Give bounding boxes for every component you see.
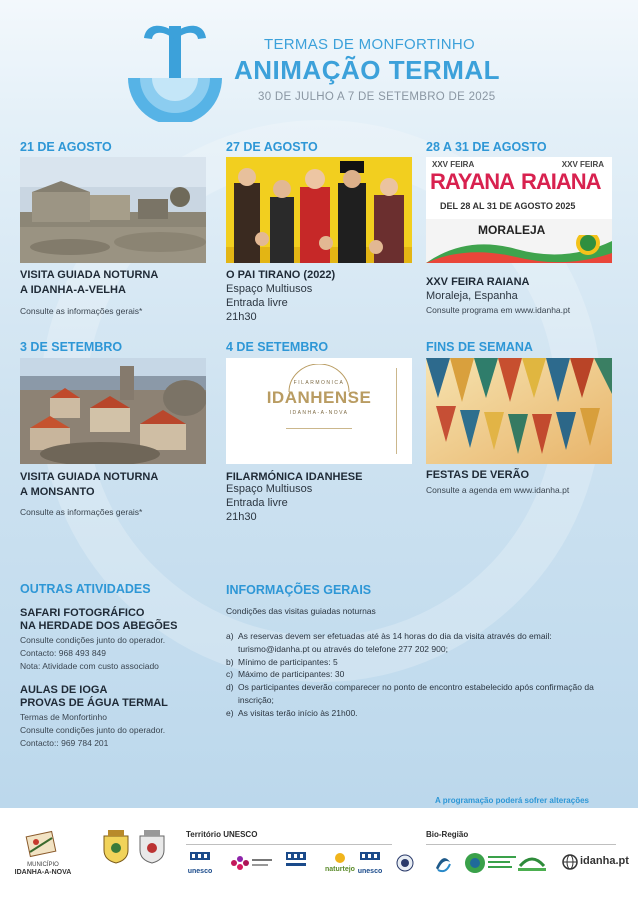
eco-regions-logo-icon — [464, 852, 486, 874]
feira-label-left: XXV FEIRA — [432, 160, 475, 169]
header-location: TERMAS DE MONFORTINHO — [264, 36, 476, 53]
thermal-fountain-logo — [120, 12, 230, 122]
header-dates: 30 DE JULHO A 7 DE SETEMBRO DE 2025 — [258, 91, 496, 103]
event-title-line-1: XXV FEIRA RAIANA — [426, 276, 530, 288]
feira-place: MORALEJA — [478, 223, 546, 237]
filarmonica-name: IDANHENSE — [266, 388, 372, 407]
photo-monsanto — [20, 358, 206, 464]
feira-title-raiana: RAIANA — [521, 169, 601, 194]
page-title: ANIMAÇÃO TERMAL — [234, 55, 501, 85]
territorio-unesco-label: Território UNESCO — [186, 830, 258, 839]
event-admission: Entrada livre — [226, 297, 288, 309]
ioga-location: Termas de Monfortinho — [20, 712, 107, 722]
event-title-line-1: FILARMÓNICA IDANHESE — [226, 471, 363, 483]
event-note: Consulte programa em www.idanha.pt — [426, 305, 571, 315]
event-date: 4 DE SETEMBRO — [226, 340, 329, 354]
event-title-line-1: VISITA GUIADA NOTURNA — [20, 471, 159, 483]
event-note: Consulte as informações gerais* — [20, 306, 143, 316]
divider — [426, 844, 616, 845]
outras-atividades-heading: OUTRAS ATIVIDADES — [20, 582, 151, 596]
unesco-label: unesco — [187, 868, 213, 875]
event-admission: Entrada livre — [226, 497, 288, 509]
event-note: Consulte a agenda em www.idanha.pt — [426, 485, 570, 495]
event-card-feira-raiana — [426, 140, 616, 315]
info-intro: Condições das visitas guiadas noturnas — [226, 606, 376, 616]
info-conditions-list — [226, 630, 596, 720]
coat-of-arms-icon — [102, 830, 130, 864]
event-title-line-1: FESTAS DE VERÃO — [426, 469, 530, 481]
coat-of-arms-icon — [138, 830, 166, 864]
info-item: b) Mínimo de participantes: 5 — [226, 656, 338, 667]
municipio-label: IDANHA-A-NOVA — [14, 869, 72, 876]
event-date: 21 DE AGOSTO — [20, 140, 112, 154]
municipio-label-small: MUNICÍPIO — [27, 862, 59, 868]
event-date: FINS DE SEMANA — [426, 340, 533, 354]
event-card-festas-de-verao — [426, 340, 616, 495]
seal-logo-icon — [396, 854, 414, 872]
event-location: Moraleja, Espanha — [426, 290, 518, 302]
naturtejo-label: naturtejo — [325, 866, 355, 873]
safari-note: Nota: Atividade com custo associado — [20, 661, 159, 671]
footer-logos — [0, 808, 638, 897]
safari-info-1: Consulte condições junto do operador. — [20, 635, 166, 645]
info-item: d) Os participantes deverão comparecer no ponto de encontro estabelecido após confirmação da inscrição; — [226, 682, 594, 705]
ioga-title-line-2: PROVAS DE ÁGUA TERMAL — [20, 697, 168, 709]
event-venue: Espaço Multiusos — [226, 283, 313, 295]
poster-filarmonica-idanhese — [226, 358, 412, 464]
event-card-filarmonica — [226, 340, 416, 523]
info-item: e) As visitas terão início às 21h00. — [226, 707, 358, 718]
municipio-logo-icon — [22, 830, 62, 860]
safari-contact: Contacto: 968 493 849 — [20, 648, 107, 658]
bio-logo-icon — [432, 852, 454, 874]
filarmonica-top-label: FILARMONICA — [293, 380, 345, 386]
event-date: 27 DE AGOSTO — [226, 140, 318, 154]
filarmonica-town: IDANHA-A-NOVA — [289, 410, 349, 416]
event-note: Consulte as informações gerais* — [20, 507, 143, 517]
program-changes-notice: A programação poderá sofrer alterações — [435, 796, 589, 805]
unesco-label: unesco — [357, 868, 383, 875]
divider — [186, 844, 392, 845]
bio-idanha-logo-icon — [514, 852, 550, 874]
event-date: 28 A 31 DE AGOSTO — [426, 140, 547, 154]
feira-dates: DEL 28 AL 31 DE AGOSTO 2025 — [440, 201, 576, 211]
event-date: 3 DE SETEMBRO — [20, 340, 123, 354]
event-card-monsanto — [20, 340, 210, 517]
event-card-idanha-a-velha — [20, 140, 210, 316]
event-title-line-1: O PAI TIRANO (2022) — [226, 269, 336, 281]
event-time: 21h30 — [226, 311, 257, 323]
event-title-line-2: A IDANHA-A-VELHA — [20, 284, 126, 296]
photo-festas-bunting — [426, 358, 612, 464]
event-title-line-1: VISITA GUIADA NOTURNA — [20, 269, 159, 281]
feira-label-right: XXV FEIRA — [561, 160, 604, 169]
idanha-website-label: idanha.pt — [580, 855, 629, 867]
safari-title-line-1: SAFARI FOTOGRÁFICO — [20, 607, 145, 619]
safari-title-line-2: NA HERDADE DOS ABEGÕES — [20, 620, 178, 632]
feira-title-rayana: RAYANA — [430, 169, 515, 194]
event-card-o-pai-tirano — [226, 140, 416, 323]
idanha-globe-icon — [562, 854, 578, 870]
event-time: 21h30 — [226, 511, 257, 523]
photo-o-pai-tirano — [226, 157, 412, 263]
ioga-contact: Contacto:: 969 784 201 — [20, 738, 109, 748]
geopark-logo-icon — [226, 854, 274, 872]
ioga-info: Consulte condições junto do operador. — [20, 725, 166, 735]
poster-feira-raiana — [426, 157, 612, 263]
photo-idanha-a-velha — [20, 157, 206, 263]
info-item: c) Máximo de participantes: 30 — [226, 669, 345, 680]
unesco-logo-icon — [282, 852, 310, 872]
info-item: a) As reservas devem ser efetuadas até às 14 horas do dia da visita através do email: turismo@idanha.pt ou através do telefone 277 202 900; — [226, 631, 552, 654]
bio-regiao-label: Bio-Região — [426, 830, 469, 839]
event-title-line-2: A MONSANTO — [20, 486, 95, 498]
event-venue: Espaço Multiusos — [226, 483, 313, 495]
ioga-title-line-1: AULAS DE IOGA — [20, 684, 108, 696]
informacoes-gerais-heading: INFORMAÇÕES GERAIS — [226, 583, 372, 597]
